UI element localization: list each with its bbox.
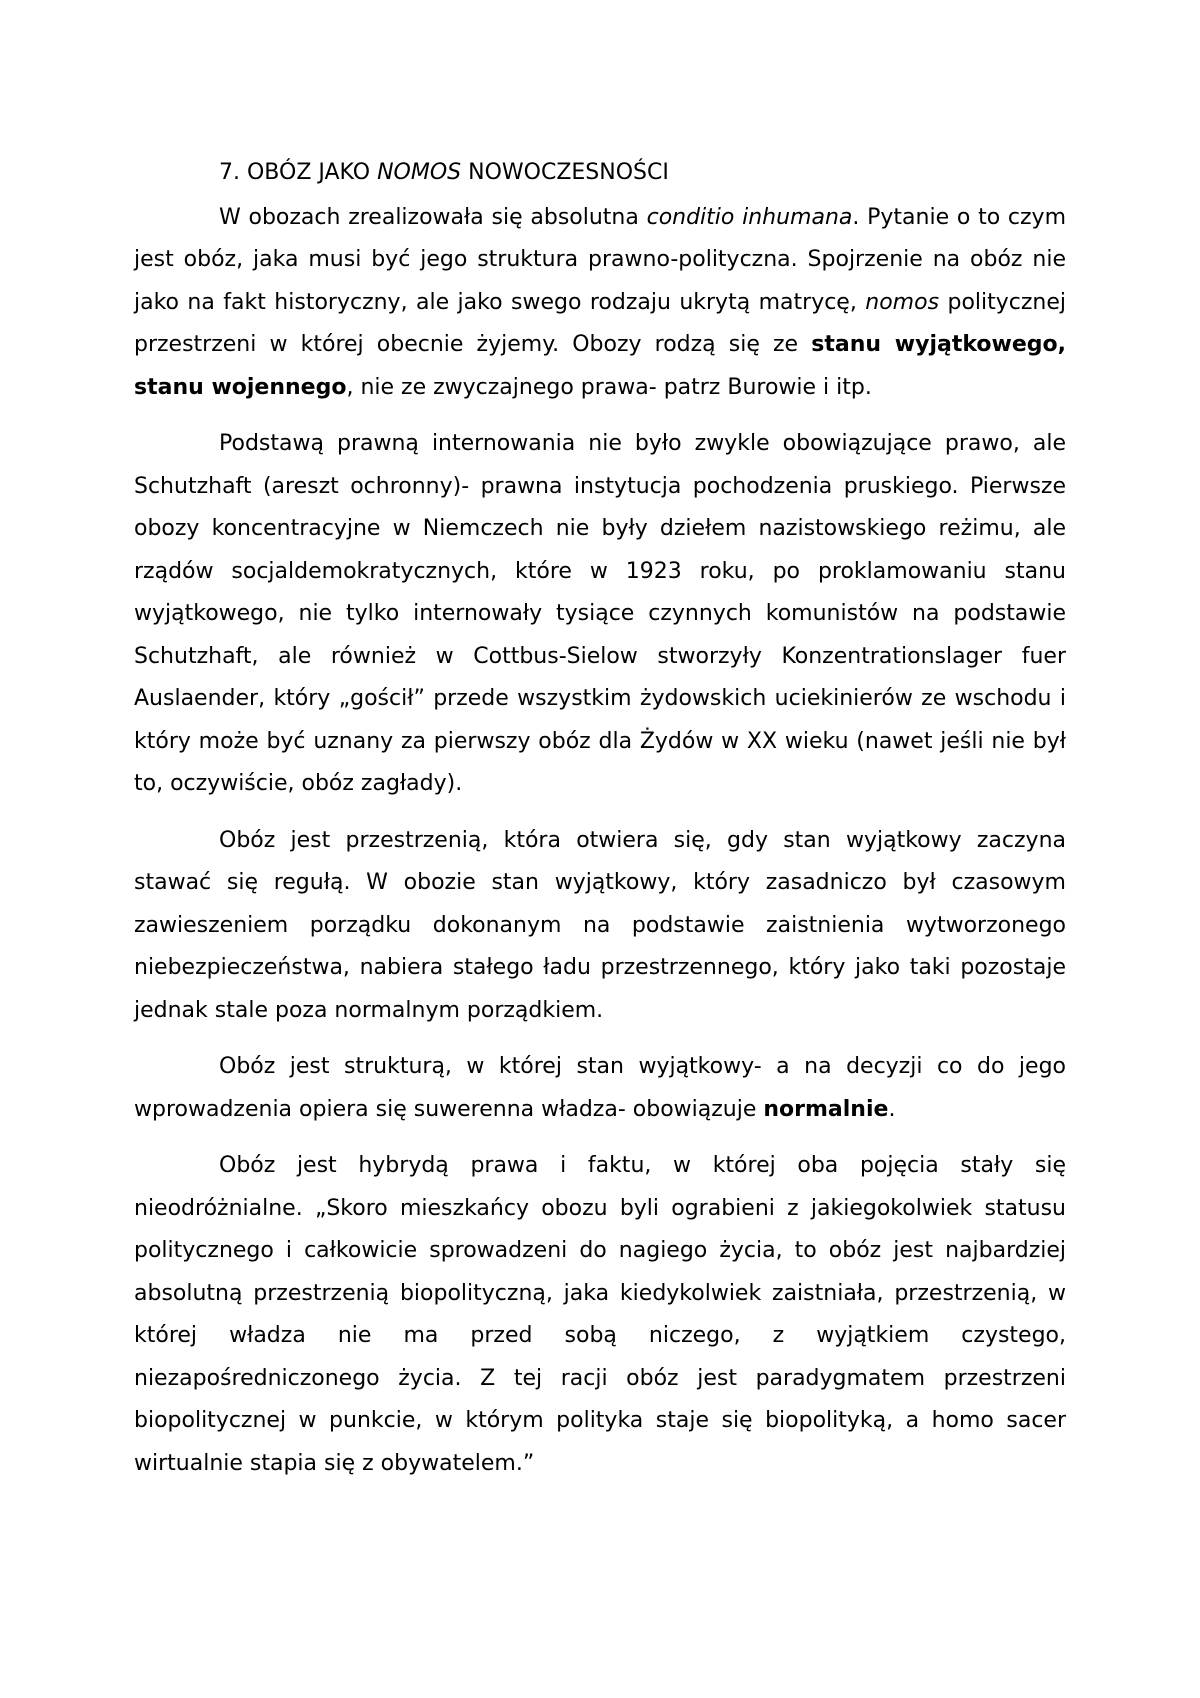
- paragraph-1-text-4: , nie ze zwyczajnego prawa- patrz Burowie i itp.: [346, 374, 872, 400]
- paragraph-1-italic-1: conditio inhumana: [646, 204, 853, 230]
- paragraph-1-text-2: . Pytanie o to czym jest obóz, jaka musi być jego struktura prawno-polityczna. Spojrzenie na obóz nie jako na fakt historyczny, ale jako swego rodzaju ukrytą matrycę,: [134, 204, 1067, 315]
- paragraph-1-italic-2: nomos: [865, 289, 940, 315]
- paragraph-3: Obóz jest przestrzenią, która otwiera się, gdy stan wyjątkowy zaczyna stawać się regułą. W obozie stan wyjątkowy, który zasadniczo był czasowym zawieszeniem porządku dokonanym na podstawie zaistnienia wytworzonego niebezpieczeństwa, nabiera stałego ładu przestrzennego, który jako taki pozostaje jednak stale poza normalnym porządkiem.: [134, 827, 1066, 1023]
- paragraph-2: Podstawą prawną internowania nie było zwykle obowiązujące prawo, ale Schutzhaft (areszt ochronny)- prawna instytucja pochodzenia pruskiego. Pierwsze obozy koncentracyjne w Niemczech nie były dziełem nazistowskiego reżimu, ale rządów socjaldemokratycznych, które w 1923 roku, po proklamowaniu stanu wyjątkowego, nie tylko internowały tysiące czynnych komunistów na podstawie Schutzhaft, ale również w Cottbus-Sielow stworzyły Konzentrationslager fuer Auslaender, który „gościł” przede wszystkim żydowskich uciekinierów ze wschodu i który może być uznany za pierwszy obóz dla Żydów w XX wieku (nawet jeśli nie był to, oczywiście, obóz zagłady).: [134, 431, 1066, 796]
- paragraph-1-text-1: W obozach zrealizowała się absolutna: [219, 204, 647, 230]
- section-heading: [134, 152, 1066, 195]
- paragraph-4: [134, 1046, 1066, 1131]
- heading-italic-term: NOMOS: [377, 160, 462, 185]
- paragraph-1-bold: stanu wyjątkowego, stanu wojennego: [134, 332, 1066, 400]
- paragraph-4-text-1: Obóz jest strukturą, w której stan wyjątkowy- a na decyzji co do jego wprowadzenia opiera się suwerenna władza- obowiązuje: [134, 1054, 1066, 1122]
- paragraph-4-text-2: .: [888, 1096, 896, 1122]
- document-body: [134, 152, 1066, 1485]
- paragraph-4-bold: normalnie: [763, 1096, 889, 1122]
- heading-rest: NOWOCZESNOŚCI: [461, 160, 669, 185]
- paragraph-1-text-3: politycznej przestrzeni w której obecnie żyjemy. Obozy rodzą się ze: [134, 289, 1067, 357]
- paragraph-5: Obóz jest hybrydą prawa i faktu, w której oba pojęcia stały się nieodróżnialne. „Skoro mieszkańcy obozu byli ograbieni z jakiegokolwiek statusu politycznego i całkowicie sprowadzeni do nagiego życia, to obóz jest najbardziej absolutną przestrzenią biopolityczną, jaka kiedykolwiek zaistniała, przestrzenią, w której władza nie ma przed sobą niczego, z wyjątkiem czystego, niezapośredniczonego życia. Z tej racji obóz jest paradygmatem przestrzeni biopolitycznej w punkcie, w którym polityka staje się biopolityką, a homo sacer wirtualnie stapia się z obywatelem.”: [134, 1153, 1066, 1476]
- paragraph-1: [134, 197, 1066, 410]
- heading-number: 7. OBÓZ JAKO: [219, 160, 378, 185]
